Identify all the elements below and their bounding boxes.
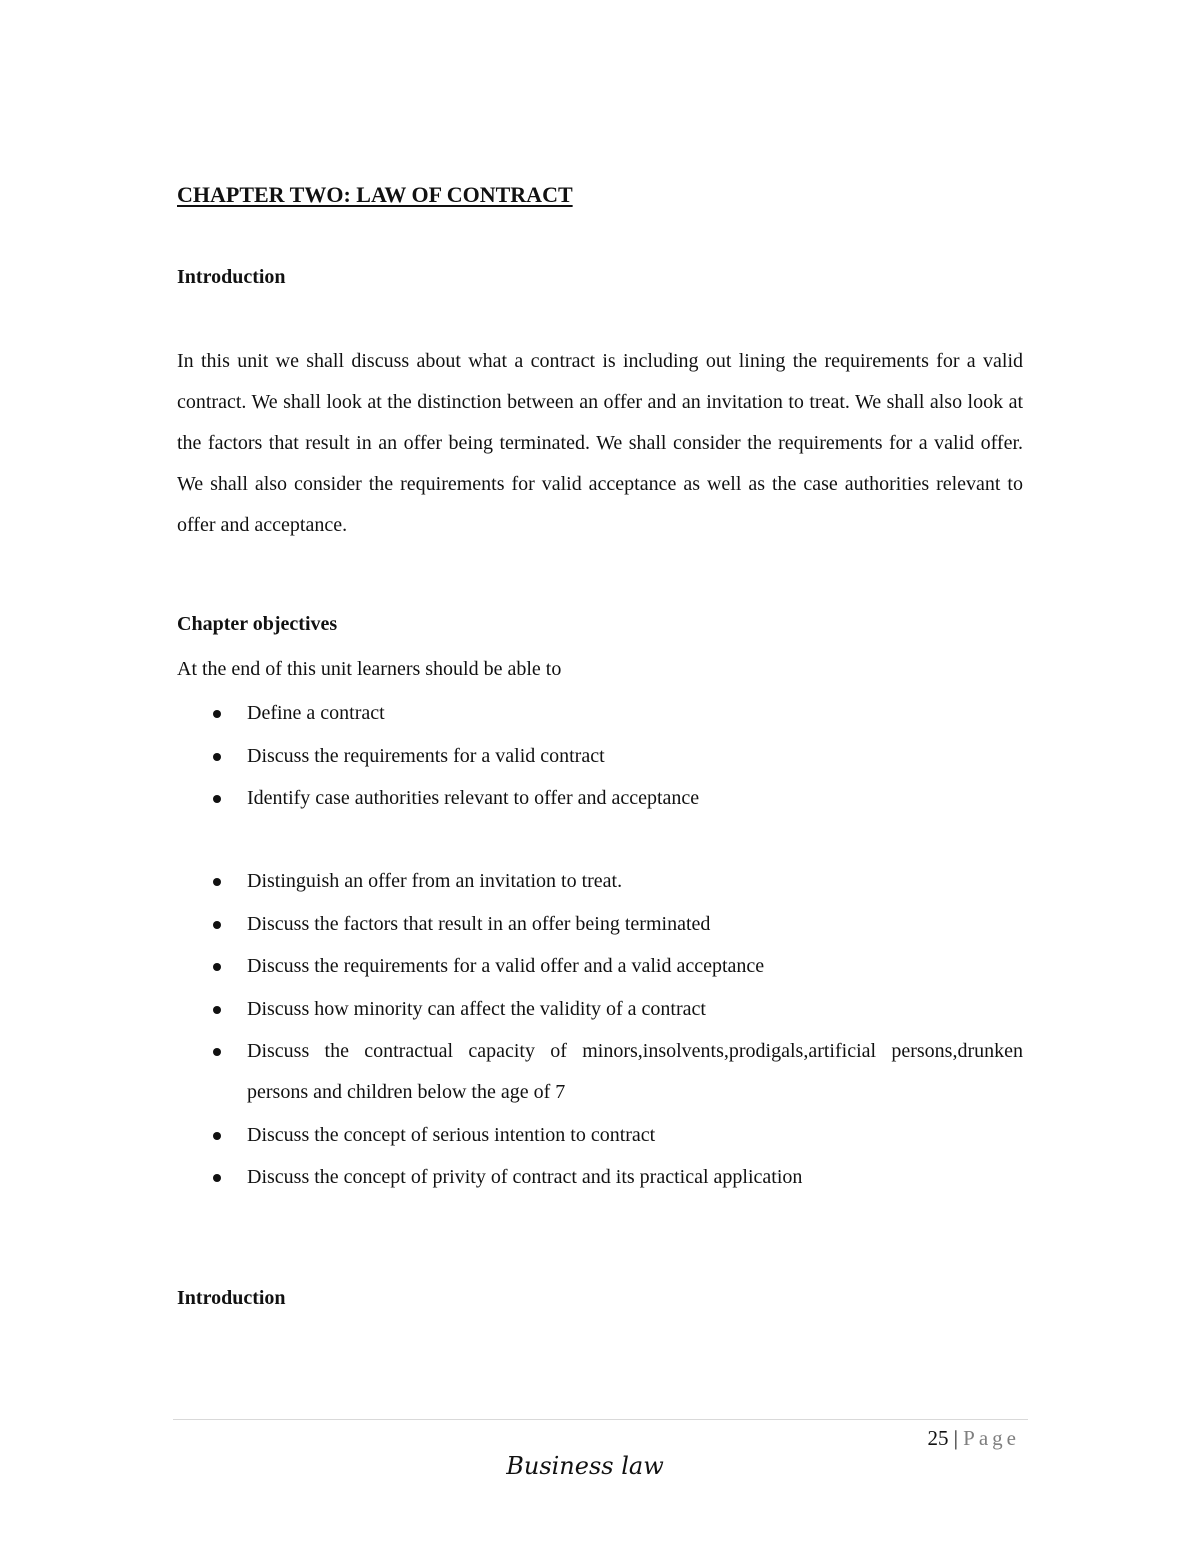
objective-text: Discuss the contractual capacity of minors,insolvents,prodigals,artificial persons,drunken persons and children below the age of 7 bbox=[247, 1040, 1023, 1103]
page-number-separator: | bbox=[953, 1426, 958, 1450]
bullet-icon bbox=[213, 1174, 221, 1182]
page-label: Page bbox=[963, 1426, 1020, 1450]
bullet-icon bbox=[213, 1132, 221, 1140]
list-item bbox=[177, 693, 1023, 734]
objective-text: Discuss the factors that result in an offer being terminated bbox=[247, 912, 711, 935]
bullet-icon bbox=[213, 1048, 221, 1056]
bullet-icon bbox=[213, 753, 221, 761]
list-item bbox=[177, 989, 1023, 1030]
list-item bbox=[177, 1157, 1023, 1198]
bullet-icon bbox=[213, 921, 221, 929]
chapter-title: CHAPTER TWO: LAW OF CONTRACT bbox=[177, 182, 573, 207]
objectives-list-2 bbox=[177, 861, 1023, 1200]
objective-text: Define a contract bbox=[247, 702, 385, 724]
objective-text: Discuss the concept of serious intention to contract bbox=[247, 1123, 656, 1146]
footer-divider bbox=[173, 1419, 1028, 1420]
list-item bbox=[177, 1031, 1023, 1113]
page-number bbox=[927, 1426, 1020, 1451]
bullet-icon bbox=[213, 1006, 221, 1014]
objective-text: Discuss the concept of privity of contract and its practical application bbox=[247, 1166, 803, 1188]
list-item bbox=[177, 861, 1023, 902]
introduction-heading: Introduction bbox=[177, 266, 286, 288]
objective-text: Discuss the requirements for a valid contract bbox=[247, 744, 605, 767]
bullet-icon bbox=[213, 963, 221, 971]
objectives-list-1 bbox=[177, 693, 1023, 821]
second-introduction-heading: Introduction bbox=[177, 1287, 286, 1309]
objective-text: Discuss how minority can affect the validity of a contract bbox=[247, 997, 706, 1020]
introduction-paragraph: In this unit we shall discuss about what a contract is including out lining the requirements for a valid contract. We shall look at the distinction between an offer and an invitation to treat. We shall also look at the factors that result in an offer being terminated. We shall consider the requirements for a valid offer. We shall also consider the requirements for valid acceptance as well as the case authorities relevant to offer and acceptance. bbox=[177, 350, 1023, 536]
objective-text: Distinguish an offer from an invitation to treat. bbox=[247, 870, 623, 892]
objectives-lead-in: At the end of this unit learners should be able to bbox=[177, 658, 562, 680]
objective-text: Discuss the requirements for a valid offer and a valid acceptance bbox=[247, 955, 765, 977]
bullet-icon bbox=[213, 710, 221, 718]
list-item bbox=[177, 736, 1023, 777]
list-item bbox=[177, 904, 1023, 945]
page-number-value: 25 bbox=[927, 1426, 949, 1450]
list-item bbox=[177, 778, 1023, 819]
objective-text: Identify case authorities relevant to offer and acceptance bbox=[247, 787, 700, 809]
list-item bbox=[177, 1115, 1023, 1156]
list-item bbox=[177, 946, 1023, 987]
chapter-objectives-heading: Chapter objectives bbox=[177, 613, 338, 635]
footer-book-title: Business law bbox=[506, 1452, 664, 1480]
bullet-icon bbox=[213, 795, 221, 803]
bullet-icon bbox=[213, 878, 221, 886]
